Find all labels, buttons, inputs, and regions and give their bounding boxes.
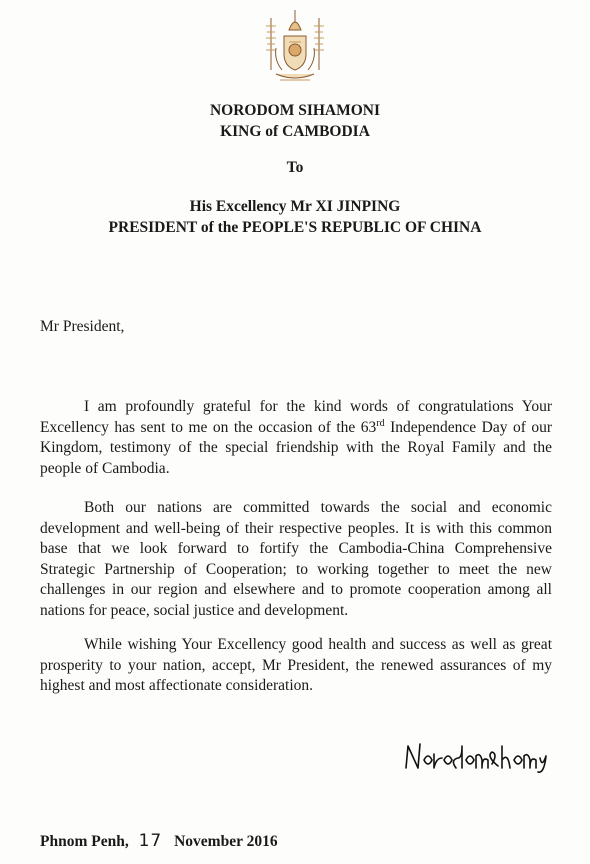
salutation: Mr President, — [40, 318, 125, 335]
place-and-date — [40, 831, 278, 851]
paragraph-gratitude — [40, 397, 552, 479]
recipient-title: PRESIDENT of the PEOPLE'S REPUBLIC OF CHINA — [108, 219, 482, 236]
recipient-block — [0, 196, 590, 238]
to-label: To — [286, 159, 304, 176]
place: Phnom Penh, — [40, 833, 129, 850]
handwritten-day: 17 — [138, 831, 163, 851]
handwritten-signature — [400, 738, 550, 774]
paragraph-gratitude-start: I am profoundly grateful for the kind words of congratulations Your Excellency has sent to me on the occasion of the 63 — [40, 398, 552, 436]
sender-name: NORODOM SIHAMONI — [209, 102, 381, 119]
ordinal-suffix: rd — [376, 417, 385, 429]
recipient-name: His Excellency Mr XI JINPING — [189, 198, 401, 215]
paragraph-cooperation: Both our nations are committed towards the social and economic development and well-being of their respective peoples. It is with this common base that we look forward to fortify the Cambodia-China Comprehensive Strategic Partnership of Cooperation; to working together to meet the new challenges in our region and elsewhere and to promote cooperation among all nations for peace, social justice and development. — [40, 499, 552, 619]
paragraph-closing-wishes: While wishing Your Excellency good health and success as well as great prosperity to your nation, accept, Mr President, the renewed assurances of my highest and most affectionate consideration. — [40, 636, 552, 694]
sender-title: KING of CAMBODIA — [220, 123, 370, 140]
royal-crest-icon — [262, 8, 328, 88]
sender-block — [0, 100, 590, 142]
month-year: November 2016 — [174, 833, 278, 850]
paragraph-gratitude-end: Independence Day of our Kingdom, testimony of the special friendship with the Royal Family and the people of Cambodia. — [40, 418, 552, 477]
